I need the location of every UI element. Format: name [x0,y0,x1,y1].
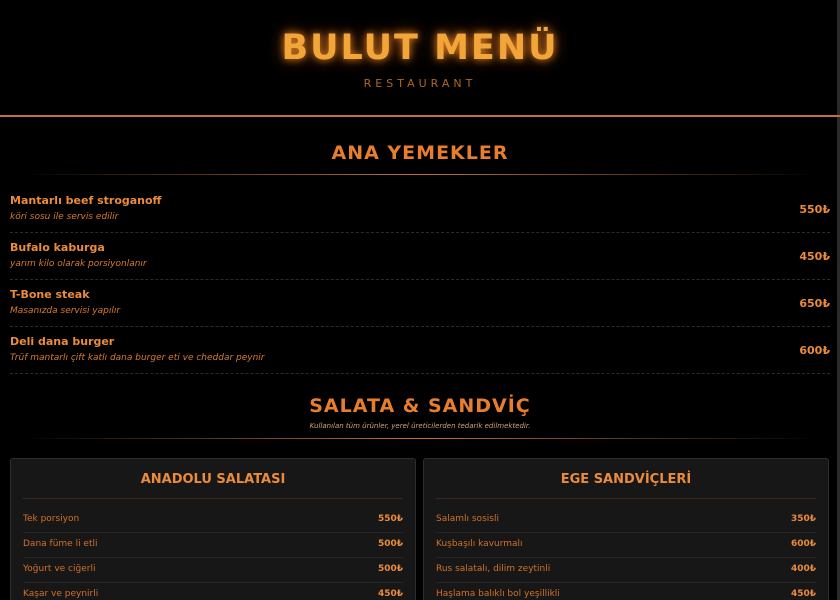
list-item-name: Haşlama balıklı bol yeşillikli [436,589,560,599]
list-item [23,583,403,600]
section-title: ANA YEMEKLER [331,142,509,164]
menu-item [10,327,830,374]
header-divider [0,115,840,117]
list-item-price: 550₺ [377,514,403,524]
menu-item-description: yarım kilo olarak porsiyonlanır [10,259,147,269]
list-item-name: Tek porsiyon [23,514,80,524]
card-item-list [436,508,816,600]
list-item-name: Yoğurt ve ciğerli [23,564,96,574]
menu-item-description: köri sosu ile servis edilir [10,212,119,222]
list-item [23,508,403,533]
menu-item-name: T-Bone steak [10,288,90,301]
menu-item-price: 600₺ [799,344,830,357]
list-item [23,533,403,558]
section-title: SALATA & SANDVİÇ [309,395,531,417]
list-item-name: Dana füme li etli [23,539,98,549]
section-divider [20,174,820,175]
menu-item-description: Trüf mantarlı çift katlı dana burger eti ve cheddar peynir [10,353,265,363]
menu-item-price: 650₺ [799,297,830,310]
list-item [436,558,816,583]
card-item-list [23,508,403,600]
list-item-price: 500₺ [377,539,403,549]
menu-item [10,186,830,233]
brand-title: BULUT MENÜ [281,28,559,68]
section-salata-sandvic [0,392,840,439]
menu-item [10,280,830,327]
section-note: Kullanılan tüm ürünler, yerel üreticilerden tedarik edilmektedir. [309,422,531,430]
list-item-price: 400₺ [790,564,816,574]
menu-item-description: Masanızda servisi yapılır [10,306,121,316]
list-item-name: Kaşar ve peynirli [23,589,99,599]
card-title: EGE SANDVİÇLERİ [560,472,692,487]
menu-item [10,233,830,280]
list-item-price: 450₺ [377,589,403,599]
brand-subtitle: RESTAURANT [363,77,477,90]
card-divider [23,498,403,499]
list-item-price: 600₺ [790,539,816,549]
list-item [436,533,816,558]
menu-item-name: Bufalo kaburga [10,241,105,254]
section-divider [20,438,820,439]
card-divider [436,498,816,499]
menu-card-ege-sandvicleri [423,458,829,600]
list-item-price: 500₺ [377,564,403,574]
menu-item-name: Mantarlı beef stroganoff [10,194,162,207]
menu-item-name: Deli dana burger [10,335,115,348]
list-item [23,558,403,583]
list-item-price: 350₺ [790,514,816,524]
card-title: ANADOLU SALATASI [140,472,286,487]
list-item [436,508,816,533]
menu-item-price: 450₺ [799,250,830,263]
list-item-name: Salamlı sosisli [436,514,499,524]
list-item-name: Kuşbaşılı kavurmalı [436,539,523,549]
section-ana-yemekler [0,138,840,175]
menu-header [0,0,840,115]
menu-cards [10,458,830,600]
main-dish-list [10,186,830,374]
menu-item-price: 550₺ [799,203,830,216]
list-item [436,583,816,600]
list-item-price: 450₺ [790,589,816,599]
menu-card-anadolu-salatasi [10,458,416,600]
list-item-name: Rus salatalı, dilim zeytinli [436,564,551,574]
